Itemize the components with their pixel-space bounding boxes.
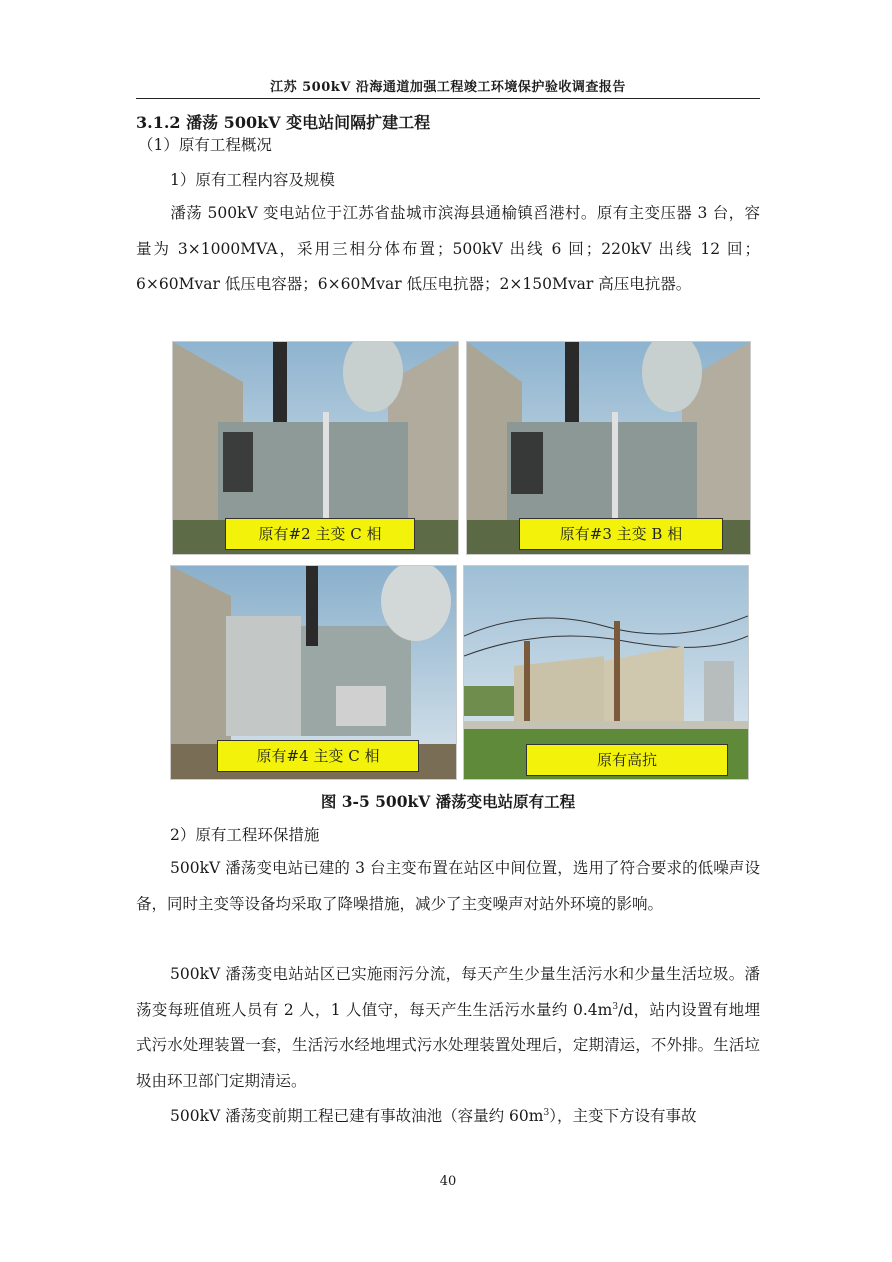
page-number: 40 [439, 1174, 457, 1189]
subsubsection-heading: 2）原有工程环保措施 [170, 826, 320, 844]
superscript: 3 [612, 1001, 619, 1012]
paragraph-noise [136, 851, 760, 922]
subsubsection-heading: 1）原有工程内容及规模 [170, 171, 335, 189]
photo-caption: 原有高抗 [526, 744, 728, 776]
paragraph-oil-pit-text-cont: ），主变下方设有事故 [549, 1107, 697, 1125]
paragraph-scale-text: 潘荡 500kV 变电站位于江苏省盐城市滨海县通榆镇舀港村。原有主变压器 3 台，容量为 3×1000MVA，采用三相分体布置；500kV 出线 6 回；220kV 出线 12 回；6×60Mvar 低压电容器；6×60Mvar 低压电抗器；2×150Mvar 高压电抗器。 [136, 204, 760, 293]
paragraph-wastewater [136, 957, 760, 1099]
paragraph-oil-pit-text: 500kV 潘荡变前期工程已建有事故油池（容量约 60m [170, 1107, 544, 1125]
photo-transformer-4c [170, 565, 457, 780]
paragraph-wastewater-text: 500kV 潘荡变电站站区已实施雨污分流，每天产生少量生活污水和少量生活垃圾。潘荡变每班值班人员有 2 人，1 人值守，每天产生生活污水量约 0.4m [136, 965, 760, 1019]
photo-caption: 原有#4 主变 C 相 [217, 740, 419, 772]
photo-transformer-2c [172, 341, 459, 555]
figure-caption: 图 3-5 500kV 潘荡变电站原有工程 [320, 792, 576, 811]
report-header: 江苏 500kV 沿海通道加强工程竣工环境保护验收调查报告 [270, 80, 626, 95]
paragraph-scale [136, 196, 760, 303]
paragraph-oil-pit [136, 1099, 760, 1135]
photo-transformer-3b [466, 341, 751, 555]
header-rule [136, 98, 760, 99]
photo-caption: 原有#3 主变 B 相 [519, 518, 723, 550]
photo-caption: 原有#2 主变 C 相 [225, 518, 415, 550]
superscript: 3 [543, 1107, 550, 1118]
paragraph-wastewater-text-cont: /d，站内设置有地埋式污水处理装置一套，生活污水经地埋式污水处理装置处理后，定期清运，不外排。生活垃圾由环卫部门定期清运。 [136, 1000, 760, 1090]
section-title: 3.1.2 潘荡 500kV 变电站间隔扩建工程 [136, 113, 431, 132]
subsection-heading: （1）原有工程概况 [138, 136, 272, 154]
photo-reactor [463, 565, 749, 780]
paragraph-noise-text: 500kV 潘荡变电站已建的 3 台主变布置在站区中间位置，选用了符合要求的低噪声设备，同时主变等设备均采取了降噪措施，减少了主变噪声对站外环境的影响。 [136, 859, 760, 913]
